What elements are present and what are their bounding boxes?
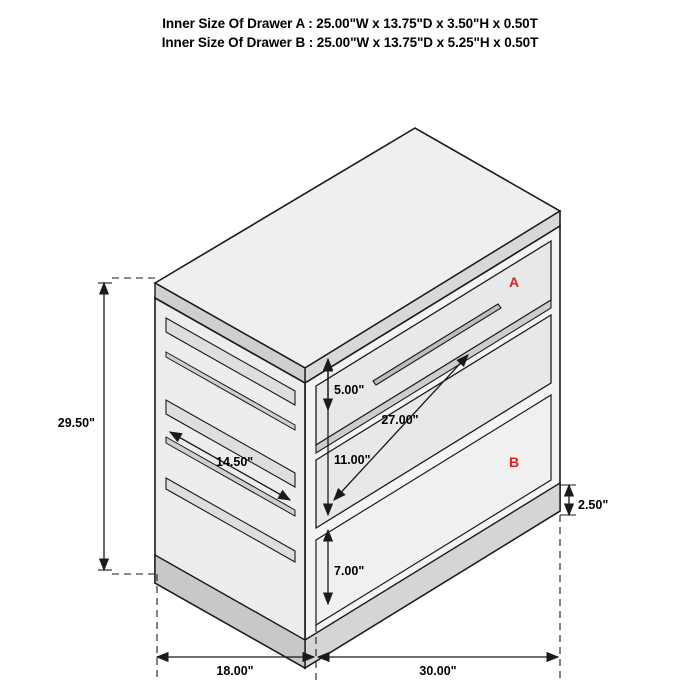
dim-overall-height [58,278,158,574]
drawer-a-label: A [508,274,520,290]
dim-label-lower-height: 7.00" [334,564,365,578]
header-line-drawer-b: Inner Size Of Drawer B : 25.00"W x 13.75"D x 5.25"H x 0.50T [161,35,539,50]
drawer-b-label: B [508,454,520,470]
dim-label-base-width: 30.00" [419,664,457,678]
dim-label-base-depth: 18.00" [216,664,254,678]
dim-label-drawer-a-gap: 5.00" [334,383,365,397]
dim-label-front-width: 27.00" [381,413,419,427]
dim-label-side-depth: 14.50" [216,455,254,469]
dim-label-overall-height: 29.50" [57,416,95,430]
header-line-drawer-a: Inner Size Of Drawer A : 25.00"W x 13.75"D x 3.50"H x 0.50T [162,16,538,31]
dim-label-base-height: 2.50" [578,498,609,512]
cabinet-geometry [155,128,560,668]
dim-label-mid-height: 11.00" [334,453,371,467]
dim-base-height [560,485,608,515]
